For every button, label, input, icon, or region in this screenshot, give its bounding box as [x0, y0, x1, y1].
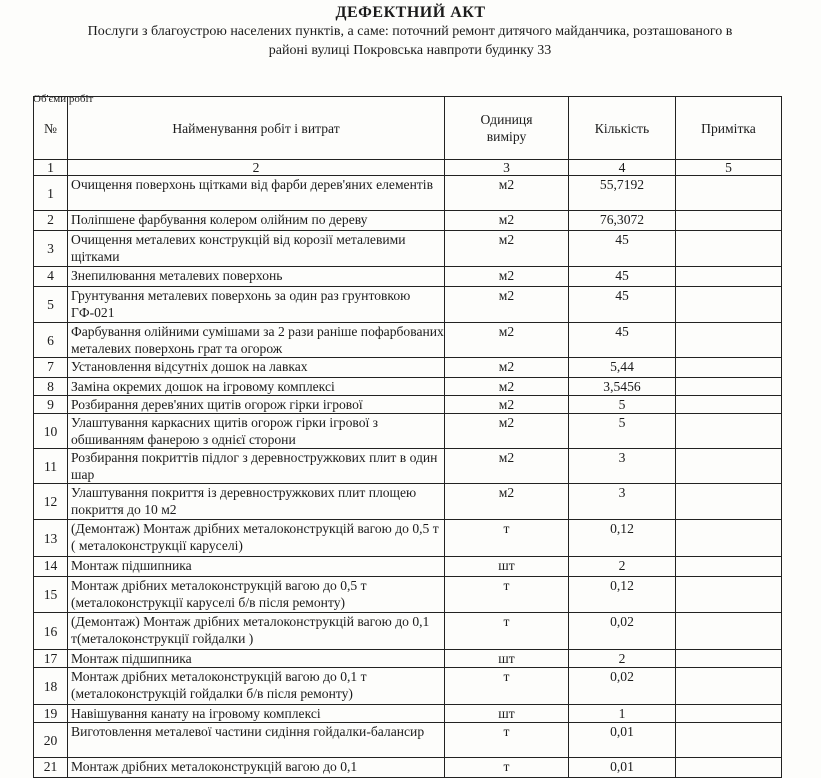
table-row	[34, 650, 782, 668]
row-quantity: 3,5456	[569, 378, 676, 396]
row-work-name: Монтаж підшипника	[68, 557, 445, 577]
column-numbers-row	[34, 160, 782, 176]
row-unit: т	[445, 613, 569, 650]
row-number: 8	[34, 378, 68, 396]
subtitle-line-2: районі вулиці Покровська навпроти будинку 33	[268, 43, 552, 58]
table-row	[34, 577, 782, 613]
row-unit: м2	[445, 211, 569, 231]
row-quantity: 3	[569, 449, 676, 484]
row-note	[676, 378, 782, 396]
row-quantity: 45	[569, 287, 676, 323]
row-quantity: 5	[569, 414, 676, 449]
row-number: 17	[34, 650, 68, 668]
table-row	[34, 557, 782, 577]
header-note: Примітка	[676, 97, 782, 160]
row-note	[676, 650, 782, 668]
row-number: 20	[34, 723, 68, 758]
row-work-name: (Демонтаж) Монтаж дрібних металоконструкцій вагою до 0,5 т ( металоконструкції каруселі)	[68, 520, 445, 557]
table-row	[34, 668, 782, 705]
row-note	[676, 484, 782, 520]
row-work-name: Монтаж дрібних металоконструкцій вагою до 0,1 т (металоконструкцій гойдалки б/в після ремонту)	[68, 668, 445, 705]
row-work-name: Виготовлення металевої частини сидіння гойдалки-балансир	[68, 723, 445, 758]
table-row	[34, 231, 782, 267]
row-number: 7	[34, 358, 68, 378]
header-num: №	[34, 97, 68, 160]
row-work-name: Грунтування металевих поверхонь за один раз грунтовкою ГФ-021	[68, 287, 445, 323]
row-note	[676, 176, 782, 211]
row-number: 13	[34, 520, 68, 557]
row-note	[676, 520, 782, 557]
row-quantity: 45	[569, 323, 676, 358]
table-row	[34, 211, 782, 231]
row-unit: м2	[445, 287, 569, 323]
row-work-name: Улаштування каркасних щитів огорож гірки ігрової з обшиванням фанерою з однієї сторони	[68, 414, 445, 449]
row-unit: м2	[445, 267, 569, 287]
row-quantity: 0,12	[569, 520, 676, 557]
table-row	[34, 449, 782, 484]
row-note	[676, 414, 782, 449]
row-number: 14	[34, 557, 68, 577]
row-quantity: 5,44	[569, 358, 676, 378]
row-quantity: 45	[569, 231, 676, 267]
colnum-4: 4	[569, 160, 676, 176]
row-quantity: 76,3072	[569, 211, 676, 231]
row-unit: м2	[445, 358, 569, 378]
row-work-name: Навішування канату на ігровому комплексі	[68, 705, 445, 723]
row-number: 18	[34, 668, 68, 705]
row-note	[676, 577, 782, 613]
document-subtitle	[30, 22, 790, 60]
table-row	[34, 613, 782, 650]
row-unit: м2	[445, 231, 569, 267]
row-unit: шт	[445, 650, 569, 668]
row-unit: м2	[445, 378, 569, 396]
row-note	[676, 723, 782, 758]
row-work-name: Очищення металевих конструкцій від корозії металевими щітками	[68, 231, 445, 267]
row-work-name: Заміна окремих дошок на ігровому комплексі	[68, 378, 445, 396]
row-quantity: 0,02	[569, 613, 676, 650]
row-quantity: 2	[569, 557, 676, 577]
row-quantity: 0,12	[569, 577, 676, 613]
colnum-2: 2	[68, 160, 445, 176]
row-unit: т	[445, 723, 569, 758]
row-quantity: 0,01	[569, 723, 676, 758]
row-number: 5	[34, 287, 68, 323]
table-row	[34, 323, 782, 358]
header-unit-line-1: Одиниця	[480, 112, 533, 127]
row-number: 1	[34, 176, 68, 211]
header-name: Найменування робіт і витрат	[68, 97, 445, 160]
table-row	[34, 176, 782, 211]
row-note	[676, 449, 782, 484]
row-number: 11	[34, 449, 68, 484]
row-quantity: 45	[569, 267, 676, 287]
row-work-name: Монтаж підшипника	[68, 650, 445, 668]
subtitle-line-1: Послуги з благоустрою населених пунктів, а саме: поточний ремонт дитячого майданчика, розташованого в	[87, 24, 733, 39]
row-number: 10	[34, 414, 68, 449]
row-work-name: Установлення відсутніх дошок на лавках	[68, 358, 445, 378]
row-note	[676, 705, 782, 723]
table-row	[34, 414, 782, 449]
colnum-3: 3	[445, 160, 569, 176]
table-row	[34, 378, 782, 396]
row-quantity: 5	[569, 396, 676, 414]
table-row	[34, 723, 782, 758]
row-note	[676, 267, 782, 287]
row-number: 15	[34, 577, 68, 613]
colnum-1: 1	[34, 160, 68, 176]
defect-table	[33, 96, 782, 778]
row-note	[676, 557, 782, 577]
row-number: 9	[34, 396, 68, 414]
row-work-name: Розбирання покриттів підлог з деревностружкових плит в один шар	[68, 449, 445, 484]
row-unit: шт	[445, 705, 569, 723]
row-number: 4	[34, 267, 68, 287]
row-work-name: Розбирання дерев'яних щитів огорож гірки ігрової	[68, 396, 445, 414]
row-work-name: Улаштування покриття із деревностружкових плит площею покриття до 10 м2	[68, 484, 445, 520]
table-row	[34, 358, 782, 378]
colnum-5: 5	[676, 160, 782, 176]
row-note	[676, 231, 782, 267]
row-quantity: 1	[569, 705, 676, 723]
row-number: 6	[34, 323, 68, 358]
row-number: 12	[34, 484, 68, 520]
row-unit: м2	[445, 484, 569, 520]
row-quantity: 0,02	[569, 668, 676, 705]
row-note	[676, 396, 782, 414]
row-unit: м2	[445, 414, 569, 449]
table-row	[34, 287, 782, 323]
table-header-row	[34, 97, 782, 160]
row-number: 2	[34, 211, 68, 231]
row-number: 19	[34, 705, 68, 723]
header-unit	[445, 97, 569, 160]
table-row	[34, 758, 782, 778]
table-row	[34, 396, 782, 414]
header-qty: Кількість	[569, 97, 676, 160]
row-quantity: 55,7192	[569, 176, 676, 211]
row-note	[676, 668, 782, 705]
row-work-name: Поліпшене фарбування колером олійним по дереву	[68, 211, 445, 231]
row-unit: т	[445, 758, 569, 778]
row-unit: м2	[445, 176, 569, 211]
volumes-label: Об'єми робіт	[33, 93, 94, 105]
row-work-name: Монтаж дрібних металоконструкцій вагою до 0,5 т (металоконструкції каруселі б/в після ремонту)	[68, 577, 445, 613]
row-work-name: Фарбування олійними сумішами за 2 рази раніше пофарбованих металевих поверхонь грат та огорож	[68, 323, 445, 358]
row-unit: т	[445, 668, 569, 705]
row-note	[676, 211, 782, 231]
row-unit: шт	[445, 557, 569, 577]
row-note	[676, 358, 782, 378]
document-title: ДЕФЕКТНИЙ АКТ	[335, 4, 486, 21]
row-quantity: 3	[569, 484, 676, 520]
table-row	[34, 705, 782, 723]
row-quantity: 0,01	[569, 758, 676, 778]
row-unit: т	[445, 520, 569, 557]
row-unit: м2	[445, 396, 569, 414]
row-note	[676, 758, 782, 778]
row-number: 16	[34, 613, 68, 650]
table-row	[34, 267, 782, 287]
row-note	[676, 287, 782, 323]
row-work-name: Знепилювання металевих поверхонь	[68, 267, 445, 287]
table-row	[34, 484, 782, 520]
row-note	[676, 323, 782, 358]
row-work-name: Очищення поверхонь щітками від фарби дерев'яних елементів	[68, 176, 445, 211]
row-work-name: Монтаж дрібних металоконструкцій вагою до 0,1	[68, 758, 445, 778]
header-unit-line-2: виміру	[486, 129, 527, 144]
row-unit: т	[445, 577, 569, 613]
row-work-name: (Демонтаж) Монтаж дрібних металоконструкцій вагою до 0,1 т(металоконструкції гойдалки )	[68, 613, 445, 650]
row-unit: м2	[445, 323, 569, 358]
row-number: 3	[34, 231, 68, 267]
row-unit: м2	[445, 449, 569, 484]
table-row	[34, 520, 782, 557]
row-quantity: 2	[569, 650, 676, 668]
row-note	[676, 613, 782, 650]
row-number: 21	[34, 758, 68, 778]
